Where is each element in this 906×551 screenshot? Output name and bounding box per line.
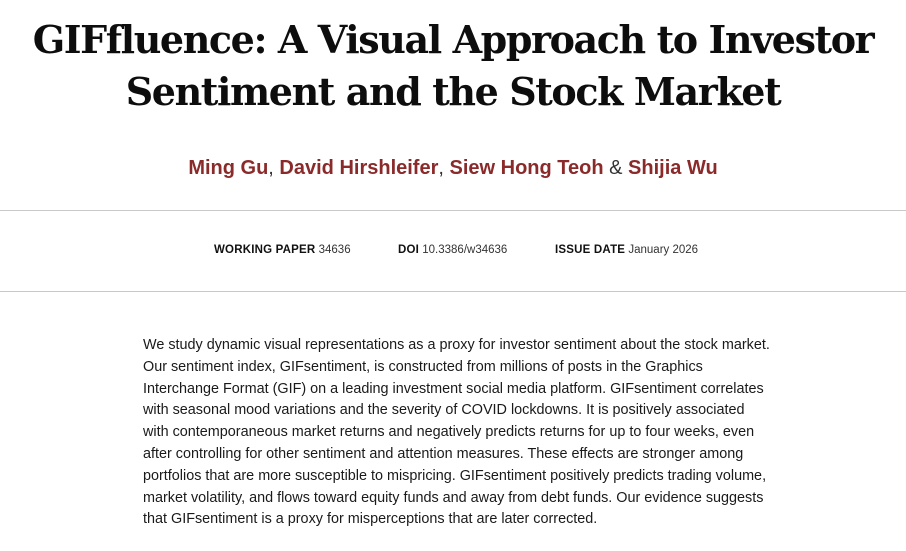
abstract-line: We study dynamic visual representations as a proxy for investor sentiment about the stock market. (143, 337, 770, 353)
divider-bottom (0, 291, 906, 292)
issue-date-label: ISSUE DATE (555, 244, 626, 256)
paper-title (0, 14, 906, 118)
abstract-line: that GIFsentiment is a proxy for misperceptions that are later corrected. (143, 511, 598, 528)
abstract-text (143, 335, 783, 531)
abstract-line: with contemporaneous market returns and negatively predicts returns for up to four weeks, even (143, 424, 755, 441)
abstract-line: after controlling for other sentiment and attention measures. These effects are stronger among (143, 445, 744, 462)
author-link-siew-hong-teoh[interactable]: Siew Hong Teoh (449, 157, 604, 179)
issue-date-value: January 2026 (628, 244, 699, 256)
doi (398, 242, 507, 258)
doi-value[interactable]: 10.3386/w34636 (422, 244, 508, 256)
author-separator-ampersand: & (609, 157, 623, 179)
author-link-ming-gu[interactable]: Ming Gu (188, 157, 269, 179)
author-separator: , (438, 157, 444, 179)
author-link-david-hirshleifer[interactable]: David Hirshleifer (279, 157, 439, 179)
working-paper-label: WORKING PAPER (214, 244, 316, 256)
abstract-line: market volatility, and flows toward equity funds and away from debt funds. Our evidence suggests (143, 489, 764, 506)
doi-label: DOI (398, 244, 420, 256)
abstract-line: portfolios that are more susceptible to mispricing. GIFsentiment positively predicts trading volume, (143, 467, 767, 484)
author-list (0, 154, 906, 182)
issue-date (555, 242, 698, 258)
abstract-line: Our sentiment index, GIFsentiment, is constructed from millions of posts in the Graphics (143, 358, 703, 375)
author-separator: , (268, 157, 274, 179)
divider-top (0, 210, 906, 211)
author-link-shijia-wu[interactable]: Shijia Wu (628, 157, 718, 179)
paper-title-line-2: Sentiment and the Stock Market (125, 69, 781, 114)
abstract-line: Interchange Format (GIF) on a leading investment social media platform. GIFsentiment correlates (143, 380, 764, 397)
working-paper-value: 34636 (318, 244, 351, 256)
paper-title-line-1: GIFfluence: A Visual Approach to Investor (32, 17, 874, 62)
abstract-line: with seasonal mood variations and the severity of COVID lockdowns. It is positively associated (143, 402, 745, 419)
working-paper-number (214, 242, 351, 258)
